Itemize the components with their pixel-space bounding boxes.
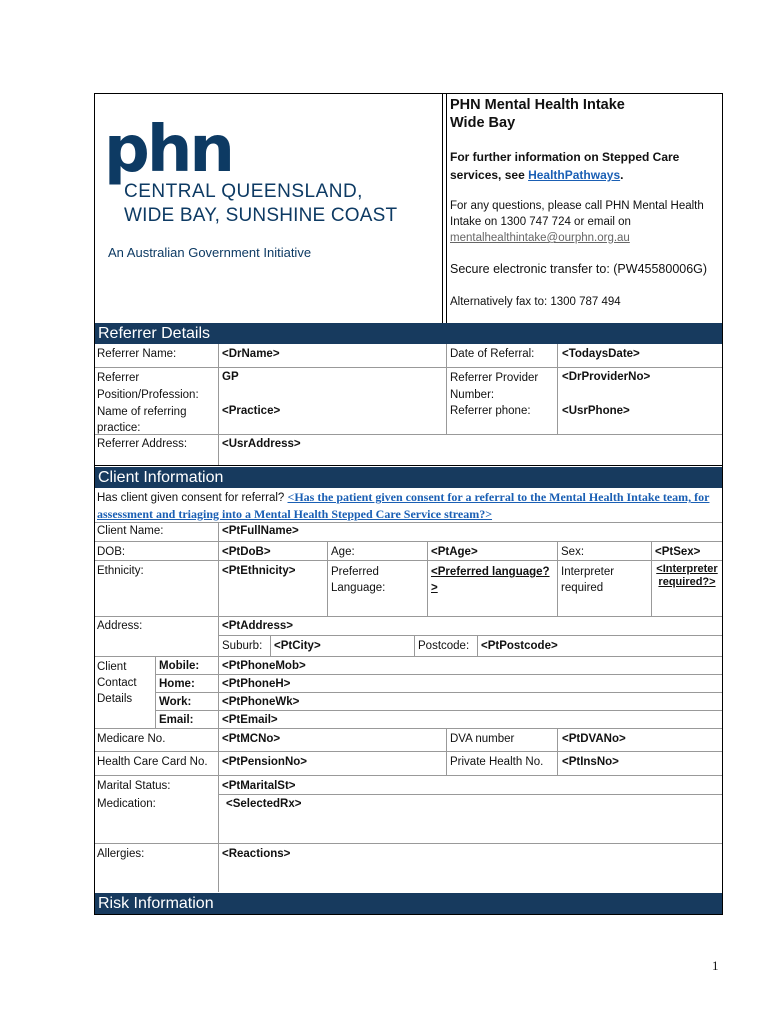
client-section-header: Client Information: [95, 467, 722, 488]
postcode-value[interactable]: <PtPostcode>: [481, 640, 558, 652]
health-care-card-label: Health Care Card No.: [97, 756, 208, 768]
row-line: [218, 794, 722, 795]
referrer-position-label: Referrer Position/Profession:: [97, 372, 199, 401]
client-name-label: Client Name:: [97, 525, 164, 537]
mobile-value[interactable]: <PtPhoneMob>: [222, 660, 306, 672]
row-line: [95, 751, 722, 752]
row-line: [95, 560, 722, 561]
referral-date-value[interactable]: <TodaysDate>: [562, 348, 640, 360]
language-value[interactable]: <Preferred language?>: [431, 566, 550, 594]
referrer-name-label: Referrer Name:: [97, 348, 177, 360]
col-line: [327, 541, 328, 616]
dva-label: DVA number: [450, 733, 515, 745]
ethnicity-value[interactable]: <PtEthnicity>: [222, 565, 296, 577]
sex-value[interactable]: <PtSex>: [655, 546, 701, 558]
risk-section-header: Risk Information: [95, 893, 722, 914]
consent-value[interactable]: <Has the patient given consent for a referral to the Mental Health Intake team, for assessment and triaging into a Mental Health Stepped Care Service stream?>: [97, 490, 710, 521]
col-line: [446, 728, 447, 775]
referring-practice-label: Name of referring practice:: [97, 406, 187, 434]
phn-logo: [104, 113, 404, 268]
home-value[interactable]: <PtPhoneH>: [222, 678, 291, 690]
marital-status-label: Marital Status:: [97, 780, 171, 792]
referring-practice-value[interactable]: <Practice>: [222, 405, 281, 417]
stepped-care-info: [450, 148, 720, 184]
healthpathways-link[interactable]: HealthPathways: [528, 168, 621, 182]
col-line: [414, 635, 415, 656]
secure-transfer: Secure electronic transfer to: (PW45580006G): [450, 262, 708, 276]
col-line: [218, 522, 219, 892]
referrer-name-value[interactable]: <DrName>: [222, 348, 280, 360]
referrer-address-value[interactable]: <UsrAddress>: [222, 438, 301, 450]
row-line: [155, 692, 722, 693]
referrer-position-value[interactable]: GP: [222, 371, 239, 383]
sex-label: Sex:: [561, 546, 585, 558]
logo-region-line2: WIDE BAY, SUNSHINE COAST: [124, 205, 398, 226]
work-value[interactable]: <PtPhoneWk>: [222, 696, 300, 708]
info-prefix: For further information on Stepped Care services, see: [450, 150, 680, 182]
row-line: [95, 656, 722, 657]
work-label: Work:: [159, 696, 192, 708]
form-title-line2: Wide Bay: [450, 115, 516, 131]
address-label: Address:: [97, 620, 143, 632]
row-line: [95, 522, 722, 523]
row-line: [95, 465, 722, 466]
dob-label: DOB:: [97, 546, 126, 558]
dob-value[interactable]: <PtDoB>: [222, 546, 271, 558]
col-line: [557, 541, 558, 616]
col-line: [155, 656, 156, 728]
interpreter-value[interactable]: <Interpreter required?>: [656, 563, 718, 588]
medicare-value[interactable]: <PtMCNo>: [222, 733, 281, 745]
referrer-address-label: Referrer Address:: [97, 438, 188, 450]
allergies-label: Allergies:: [97, 848, 145, 860]
row-line: [95, 728, 722, 729]
page-number: 1: [712, 958, 719, 973]
client-name-value[interactable]: <PtFullName>: [222, 525, 299, 537]
email-value[interactable]: <PtEmail>: [222, 714, 278, 726]
row-line: [218, 635, 722, 636]
allergies-value[interactable]: <Reactions>: [222, 848, 291, 860]
col-line: [477, 635, 478, 656]
logo-tagline: An Australian Government Initiative: [108, 245, 312, 260]
intake-email-link[interactable]: mentalhealthintake@ourphn.org.au: [450, 232, 630, 244]
dva-value[interactable]: <PtDVANo>: [562, 733, 626, 745]
private-health-label: Private Health No.: [450, 756, 544, 768]
form-title-line1: PHN Mental Health Intake: [450, 97, 625, 113]
row-line: [155, 710, 722, 711]
row-line: [95, 616, 722, 617]
referrer-phone-label: Referrer phone:: [450, 405, 531, 417]
col-line: [427, 541, 428, 616]
consent-row: [97, 489, 721, 523]
row-line: [95, 367, 722, 368]
header-divider-right: [446, 94, 447, 323]
medication-value[interactable]: <SelectedRx>: [226, 798, 302, 810]
ethnicity-label: Ethnicity:: [97, 565, 144, 577]
age-value[interactable]: <PtAge>: [431, 546, 478, 558]
questions-text: For any questions, please call PHN Mental Health Intake on 1300 747 724 or email on: [450, 200, 704, 228]
contact-details-label: Client Contact Details: [97, 661, 137, 705]
fax-number: Alternatively fax to: 1300 787 494: [450, 296, 621, 308]
provider-number-value[interactable]: <DrProviderNo>: [562, 371, 651, 383]
logo-mark: phn: [104, 113, 232, 187]
private-health-value[interactable]: <PtInsNo>: [562, 756, 619, 768]
referral-date-label: Date of Referral:: [450, 348, 535, 360]
marital-status-value[interactable]: <PtMaritalSt>: [222, 780, 296, 792]
interpreter-label: Interpreter required: [561, 566, 615, 594]
referrer-section-header: Referrer Details: [95, 323, 722, 344]
address-value[interactable]: <PtAddress>: [222, 620, 293, 632]
header-info: [450, 96, 720, 310]
row-line: [95, 843, 722, 844]
health-care-card-value[interactable]: <PtPensionNo>: [222, 756, 307, 768]
suburb-value[interactable]: <PtCity>: [274, 640, 321, 652]
col-line: [446, 344, 447, 434]
postcode-label: Postcode:: [418, 640, 470, 652]
age-label: Age:: [331, 546, 355, 558]
suburb-label: Suburb:: [222, 640, 263, 652]
mobile-label: Mobile:: [159, 660, 200, 672]
consent-label: Has client given consent for referral?: [97, 492, 285, 504]
row-line: [95, 541, 722, 542]
col-line: [218, 344, 219, 465]
header-divider-left: [442, 94, 443, 323]
col-line: [651, 541, 652, 616]
language-label: Preferred Language:: [331, 566, 386, 594]
referrer-phone-value[interactable]: <UsrPhone>: [562, 405, 630, 417]
row-line: [95, 775, 722, 776]
medication-label: Medication:: [97, 798, 156, 810]
medicare-label: Medicare No.: [97, 733, 166, 745]
home-label: Home:: [159, 678, 195, 690]
logo-region-line1: CENTRAL QUEENSLAND,: [124, 181, 363, 202]
col-line: [270, 635, 271, 656]
provider-number-label: Referrer Provider Number:: [450, 372, 539, 401]
info-suffix: .: [620, 168, 624, 182]
email-label: Email:: [159, 714, 194, 726]
col-line: [557, 344, 558, 434]
row-line: [155, 674, 722, 675]
col-line: [557, 728, 558, 775]
